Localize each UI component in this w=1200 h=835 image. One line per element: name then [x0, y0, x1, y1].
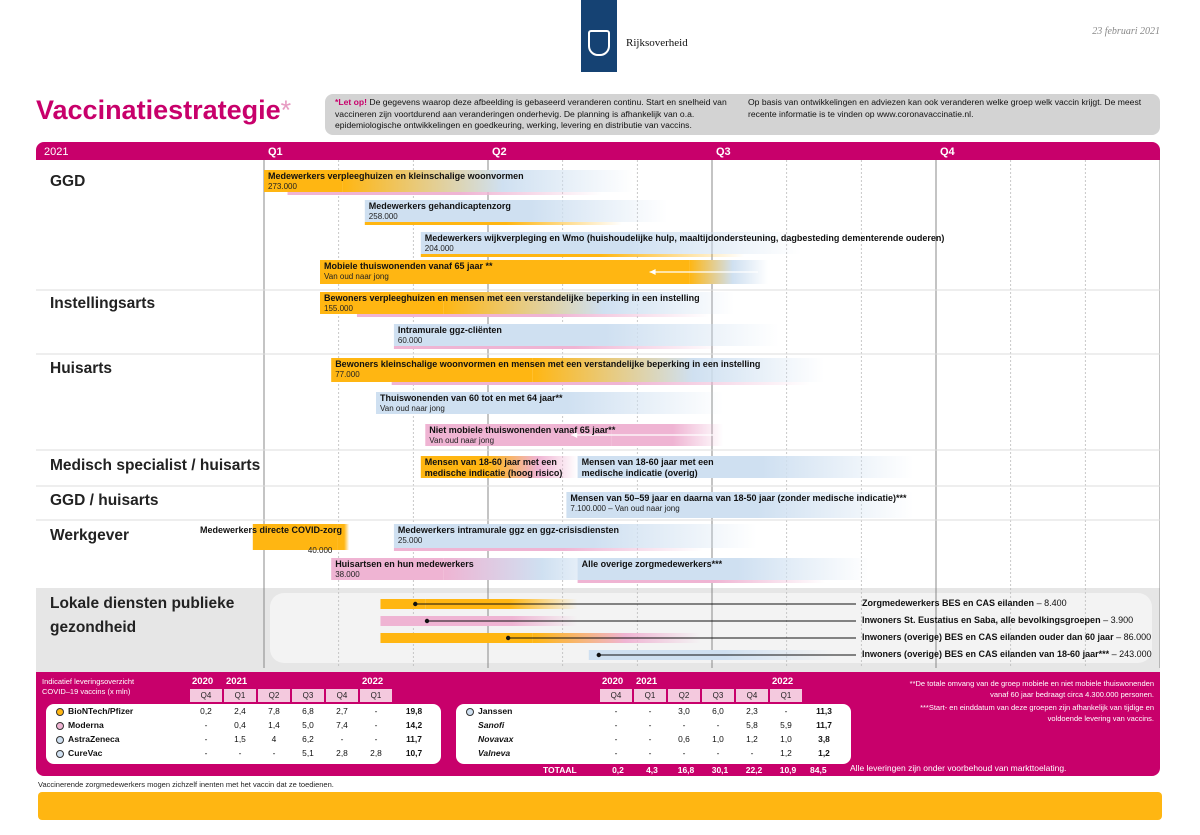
local-group-label: [862, 598, 1067, 609]
vaccine-name: Sanofi: [478, 720, 505, 730]
local-group-label: [862, 615, 1133, 626]
quarter-total: 4,3: [646, 765, 658, 775]
bar-count: 38.000: [335, 570, 360, 579]
vaccine-name: AstraZeneca: [68, 734, 120, 744]
quarter-label-q2: Q2: [492, 146, 507, 158]
quarter-header: Q4: [190, 689, 222, 702]
quarter-header: Q1: [360, 689, 392, 702]
notice-text-1: [335, 97, 735, 132]
bar-underline: [357, 314, 709, 317]
delivery-value: 1,4: [268, 720, 280, 730]
vaccine-color-dot: [56, 736, 64, 744]
quarter-total: 10,9: [779, 765, 797, 775]
delivery-value: -: [614, 720, 618, 730]
quarter-label-q1: Q1: [268, 146, 283, 158]
quarter-header: Q1: [634, 689, 666, 702]
delivery-value: 5,9: [780, 720, 792, 730]
vaccine-color-dot: [56, 708, 64, 716]
delivery-value: -: [340, 734, 344, 744]
title-text: Vaccinatiestrategie: [36, 95, 281, 125]
bar-count: 25.000: [397, 536, 423, 545]
bar-count: 40.000: [307, 546, 333, 555]
bar-label: Medewerkers intramurale ggz en ggz-crisisdiensten: [397, 525, 619, 535]
delivery-value: 2,7: [336, 706, 348, 716]
delivery-value: 4: [271, 734, 277, 744]
bar-label: Bewoners verpleeghuizen en mensen met een verstandelijke beperking in een instelling: [324, 293, 700, 303]
bar-count: 155.000: [324, 304, 353, 313]
bar-underline: [578, 580, 826, 583]
bar-label: Thuiswonenden van 60 tot en met 64 jaar**: [380, 393, 563, 403]
group-label: Huisarts: [50, 360, 113, 377]
quarter-total: 16,8: [677, 765, 695, 775]
bar-count: 77.000: [335, 370, 360, 379]
page-title: [36, 95, 291, 126]
vaccine-name: BioNTech/Pfizer: [68, 706, 134, 716]
vaccine-color-dot: [466, 708, 474, 716]
year-header-2021: 2021: [226, 676, 248, 687]
vaccination-timeline: [36, 142, 1160, 672]
delivery-value: 0,2: [200, 706, 212, 716]
delivery-value: -: [682, 748, 686, 758]
delivery-value: 6,2: [302, 734, 314, 744]
year-header-2022: 2022: [362, 676, 384, 687]
delivery-subtitle: COVID–19 vaccins (x mln): [42, 687, 131, 696]
bar-label: Bewoners kleinschalige woonvormen en mensen met een verstandelijke beperking in een instelling: [335, 359, 761, 369]
vaccine-name: Novavax: [478, 734, 514, 744]
delivery-value: 6,0: [712, 706, 724, 716]
delivery-overview: [36, 672, 1160, 776]
notice-text-2: Op basis van ontwikkelingen en adviezen kan ook veranderen welke groep welk vaccin krijgt. De meest recente informatie is te vinden op www.coronavaccinatie.nl.: [748, 97, 1142, 119]
bar-count: Van oud naar jong: [429, 436, 495, 445]
delivery-value: 1,5: [234, 734, 246, 744]
local-count: – 86.000: [1113, 632, 1152, 642]
delivery-value: 1,2: [780, 748, 792, 758]
vaccine-total: 11,3: [816, 706, 832, 716]
delivery-value: 7,4: [336, 720, 348, 730]
vaccine-total: 19,8: [405, 706, 423, 716]
year-header-2021: 2021: [636, 676, 658, 687]
vaccine-name: Janssen: [478, 706, 513, 716]
bar-label: Mensen van 18-60 jaar met een medische indicatie (overig): [581, 457, 714, 478]
bar-underline: [288, 192, 602, 195]
brand-name: Rijksoverheid: [626, 37, 688, 49]
year-header-2020: 2020: [602, 676, 624, 687]
quarter-header: Q3: [292, 689, 324, 702]
bar-underline: [392, 382, 811, 385]
quarter-label-q4: Q4: [940, 146, 955, 158]
bar-count: 60.000: [397, 336, 423, 345]
bar-label: Mensen van 50–59 jaar en daarna van 18-50 jaar (zonder medische indicatie)***: [570, 493, 907, 503]
vaccine-total: 10,7: [405, 748, 423, 758]
total-label: TOTAAL: [543, 765, 577, 775]
bar-label: Medewerkers verpleeghuizen en kleinschalige woonvormen: [268, 171, 524, 181]
bar-label: Huisartsen en hun medewerkers: [335, 559, 474, 569]
group-label: Werkgever: [50, 527, 129, 544]
year-header-2022: 2022: [772, 676, 794, 687]
delivery-value: 5,0: [302, 720, 314, 730]
delivery-value: 5,8: [746, 720, 758, 730]
vaccine-name: Moderna: [68, 720, 104, 730]
quarter-header: Q2: [668, 689, 700, 702]
delivery-title: Indicatief leveringsoverzicht: [42, 677, 135, 686]
local-label-text: Inwoners St. Eustatius en Saba, alle bevolkingsgroepen: [862, 615, 1101, 625]
bar-label: Mensen van 18-60 jaar met een medische indicatie (hoog risico): [424, 457, 563, 478]
quarter-header: Q4: [600, 689, 632, 702]
year-label: 2021: [44, 146, 69, 158]
delivery-value: 0,4: [234, 720, 246, 730]
quarter-label-q3: Q3: [716, 146, 731, 158]
bar-underline: [394, 346, 721, 349]
crest-icon: [588, 30, 610, 56]
vaccine-total: 1,2: [818, 748, 830, 758]
delivery-value: 2,8: [336, 748, 348, 758]
delivery-value: 7,8: [268, 706, 280, 716]
group-label: GGD / huisarts: [50, 492, 159, 509]
delivery-value: -: [204, 720, 208, 730]
local-group-label: [862, 632, 1151, 643]
delivery-value: -: [784, 706, 788, 716]
delivery-value: -: [374, 706, 378, 716]
local-count: – 8.400: [1034, 598, 1067, 608]
delivery-value: 2,8: [370, 748, 382, 758]
quarter-total: 22,2: [745, 765, 763, 775]
quarter-header: Q1: [224, 689, 256, 702]
vaccine-name: Valneva: [478, 748, 511, 758]
notice-box: [325, 94, 1160, 135]
quarter-total: 0,2: [612, 765, 624, 775]
delivery-value: 1,2: [746, 734, 758, 744]
vaccine-total: 3,8: [818, 734, 830, 744]
bar-underline: [394, 548, 702, 551]
local-count: – 3.900: [1100, 615, 1134, 625]
quarter-header: Q2: [258, 689, 290, 702]
delivery-value: 3,0: [678, 706, 690, 716]
delivery-value: -: [648, 748, 652, 758]
timeline-header-fill: [36, 150, 1160, 160]
vaccine-total: 11,7: [406, 734, 422, 744]
quarter-header: Q4: [326, 689, 358, 702]
delivery-value: -: [374, 720, 378, 730]
quarter-header: Q1: [770, 689, 802, 702]
delivery-value: 1,0: [780, 734, 792, 744]
local-label-text: Zorgmedewerkers BES en CAS eilanden: [862, 598, 1035, 608]
grand-total: 84,5: [810, 765, 827, 775]
bar-underline: [421, 254, 745, 257]
bar-core: [380, 616, 432, 626]
group-label: Instellingsarts: [50, 295, 156, 312]
vaccine-color-dot: [56, 750, 64, 758]
delivery-value: -: [648, 706, 652, 716]
quarter-header: Q4: [736, 689, 768, 702]
local-count: – 243.000: [1109, 649, 1152, 659]
bar-label: Medewerkers wijkverpleging en Wmo (huishoudelijke hulp, maaltijdondersteuning, dagbesteding dementerende ouderen): [424, 233, 945, 243]
delivery-value: -: [716, 748, 720, 758]
bottom-banner: [38, 792, 1162, 820]
note-thuiswonenden: **De totale omvang van de groep mobiele en niet mobiele thuiswonenden vanaf 60 jaar bedraagt circa 4.300.000 personen.: [909, 679, 1154, 699]
delivery-value: -: [238, 748, 242, 758]
bar-count: Van oud naar jong: [380, 404, 445, 413]
delivery-value: -: [204, 734, 208, 744]
bar-label: Intramurale ggz-cliënten: [397, 325, 502, 335]
group-label: Medisch specialist / huisarts: [50, 457, 261, 474]
delivery-value: -: [648, 720, 652, 730]
bar-count: 273.000: [268, 182, 297, 191]
delivery-value: -: [204, 748, 208, 758]
bar-count: 258.000: [368, 212, 398, 221]
bar-label: Mobiele thuiswonenden vanaf 65 jaar **: [324, 261, 493, 271]
delivery-value: 5,1: [302, 748, 314, 758]
delivery-value: -: [374, 734, 378, 744]
vaccine-total: 14,2: [405, 720, 423, 730]
local-label-text: Inwoners (overige) BES en CAS eilanden ouder dan 60 jaar: [862, 632, 1114, 642]
bar-label: Medewerkers gehandicaptenzorg: [368, 201, 511, 211]
note-markttoelating: Alle leveringen zijn onder voorbehoud van markttoelating.: [850, 763, 1067, 773]
delivery-value: 0,6: [678, 734, 690, 744]
delivery-value: -: [614, 734, 618, 744]
delivery-value: -: [750, 748, 754, 758]
bar-label: Alle overige zorgmedewerkers***: [581, 559, 723, 569]
quarter-total: 30,1: [711, 765, 729, 775]
notice-body-1: De gegevens waarop deze afbeelding is gebaseerd veranderen continu. Start en snelheid van vaccineren zijn voortdurend aan veranderingen onderhevig. De planning is afhankelijk van o.a. epidemiologische ontwikkelingen en goedkeuring, werking, levering en distributie van vaccins.: [335, 97, 727, 130]
footnote: Vaccinerende zorgmedewerkers mogen zichzelf inenten met het vaccin dat ze toedienen.: [38, 780, 334, 789]
group-label: GGD: [50, 173, 86, 190]
bar-label: Medewerkers directe COVID-zorg: [200, 525, 343, 535]
notice-label: *Let op!: [335, 97, 367, 107]
title-star: *: [280, 95, 292, 125]
delivery-value: 2,4: [234, 706, 246, 716]
year-header-2020: 2020: [192, 676, 214, 687]
vaccine-color-dot: [56, 722, 64, 730]
delivery-value: -: [272, 748, 276, 758]
bar-count: Van oud naar jong: [324, 272, 389, 281]
delivery-value: -: [716, 720, 720, 730]
vaccine-name: CureVac: [68, 748, 103, 758]
delivery-value: 1,0: [712, 734, 724, 744]
delivery-value: -: [614, 706, 618, 716]
note-start-eind: ***Start- en einddatum van deze groepen zijn afhankelijk van tijdige en voldoende levering van vaccins.: [920, 703, 1154, 723]
local-group-label: [862, 649, 1152, 660]
publication-date: 23 februari 2021: [1092, 26, 1160, 37]
delivery-value: -: [648, 734, 652, 744]
delivery-value: -: [614, 748, 618, 758]
bar-label: Niet mobiele thuiswonenden vanaf 65 jaar**: [429, 425, 616, 435]
delivery-value: 6,8: [302, 706, 314, 716]
delivery-value: 2,3: [746, 706, 758, 716]
rijksoverheid-logo: [581, 0, 617, 72]
bar-underline: [365, 222, 622, 225]
delivery-value: -: [682, 720, 686, 730]
local-label-text: Inwoners (overige) BES en CAS eilanden van 18-60 jaar***: [862, 649, 1110, 659]
group-label: Lokale diensten publieke gezondheid: [50, 595, 235, 636]
vaccine-total: 11,7: [816, 720, 832, 730]
bar-count: 7.100.000 – Van oud naar jong: [570, 504, 680, 513]
quarter-header: Q3: [702, 689, 734, 702]
bar-count: 204.000: [424, 244, 454, 253]
